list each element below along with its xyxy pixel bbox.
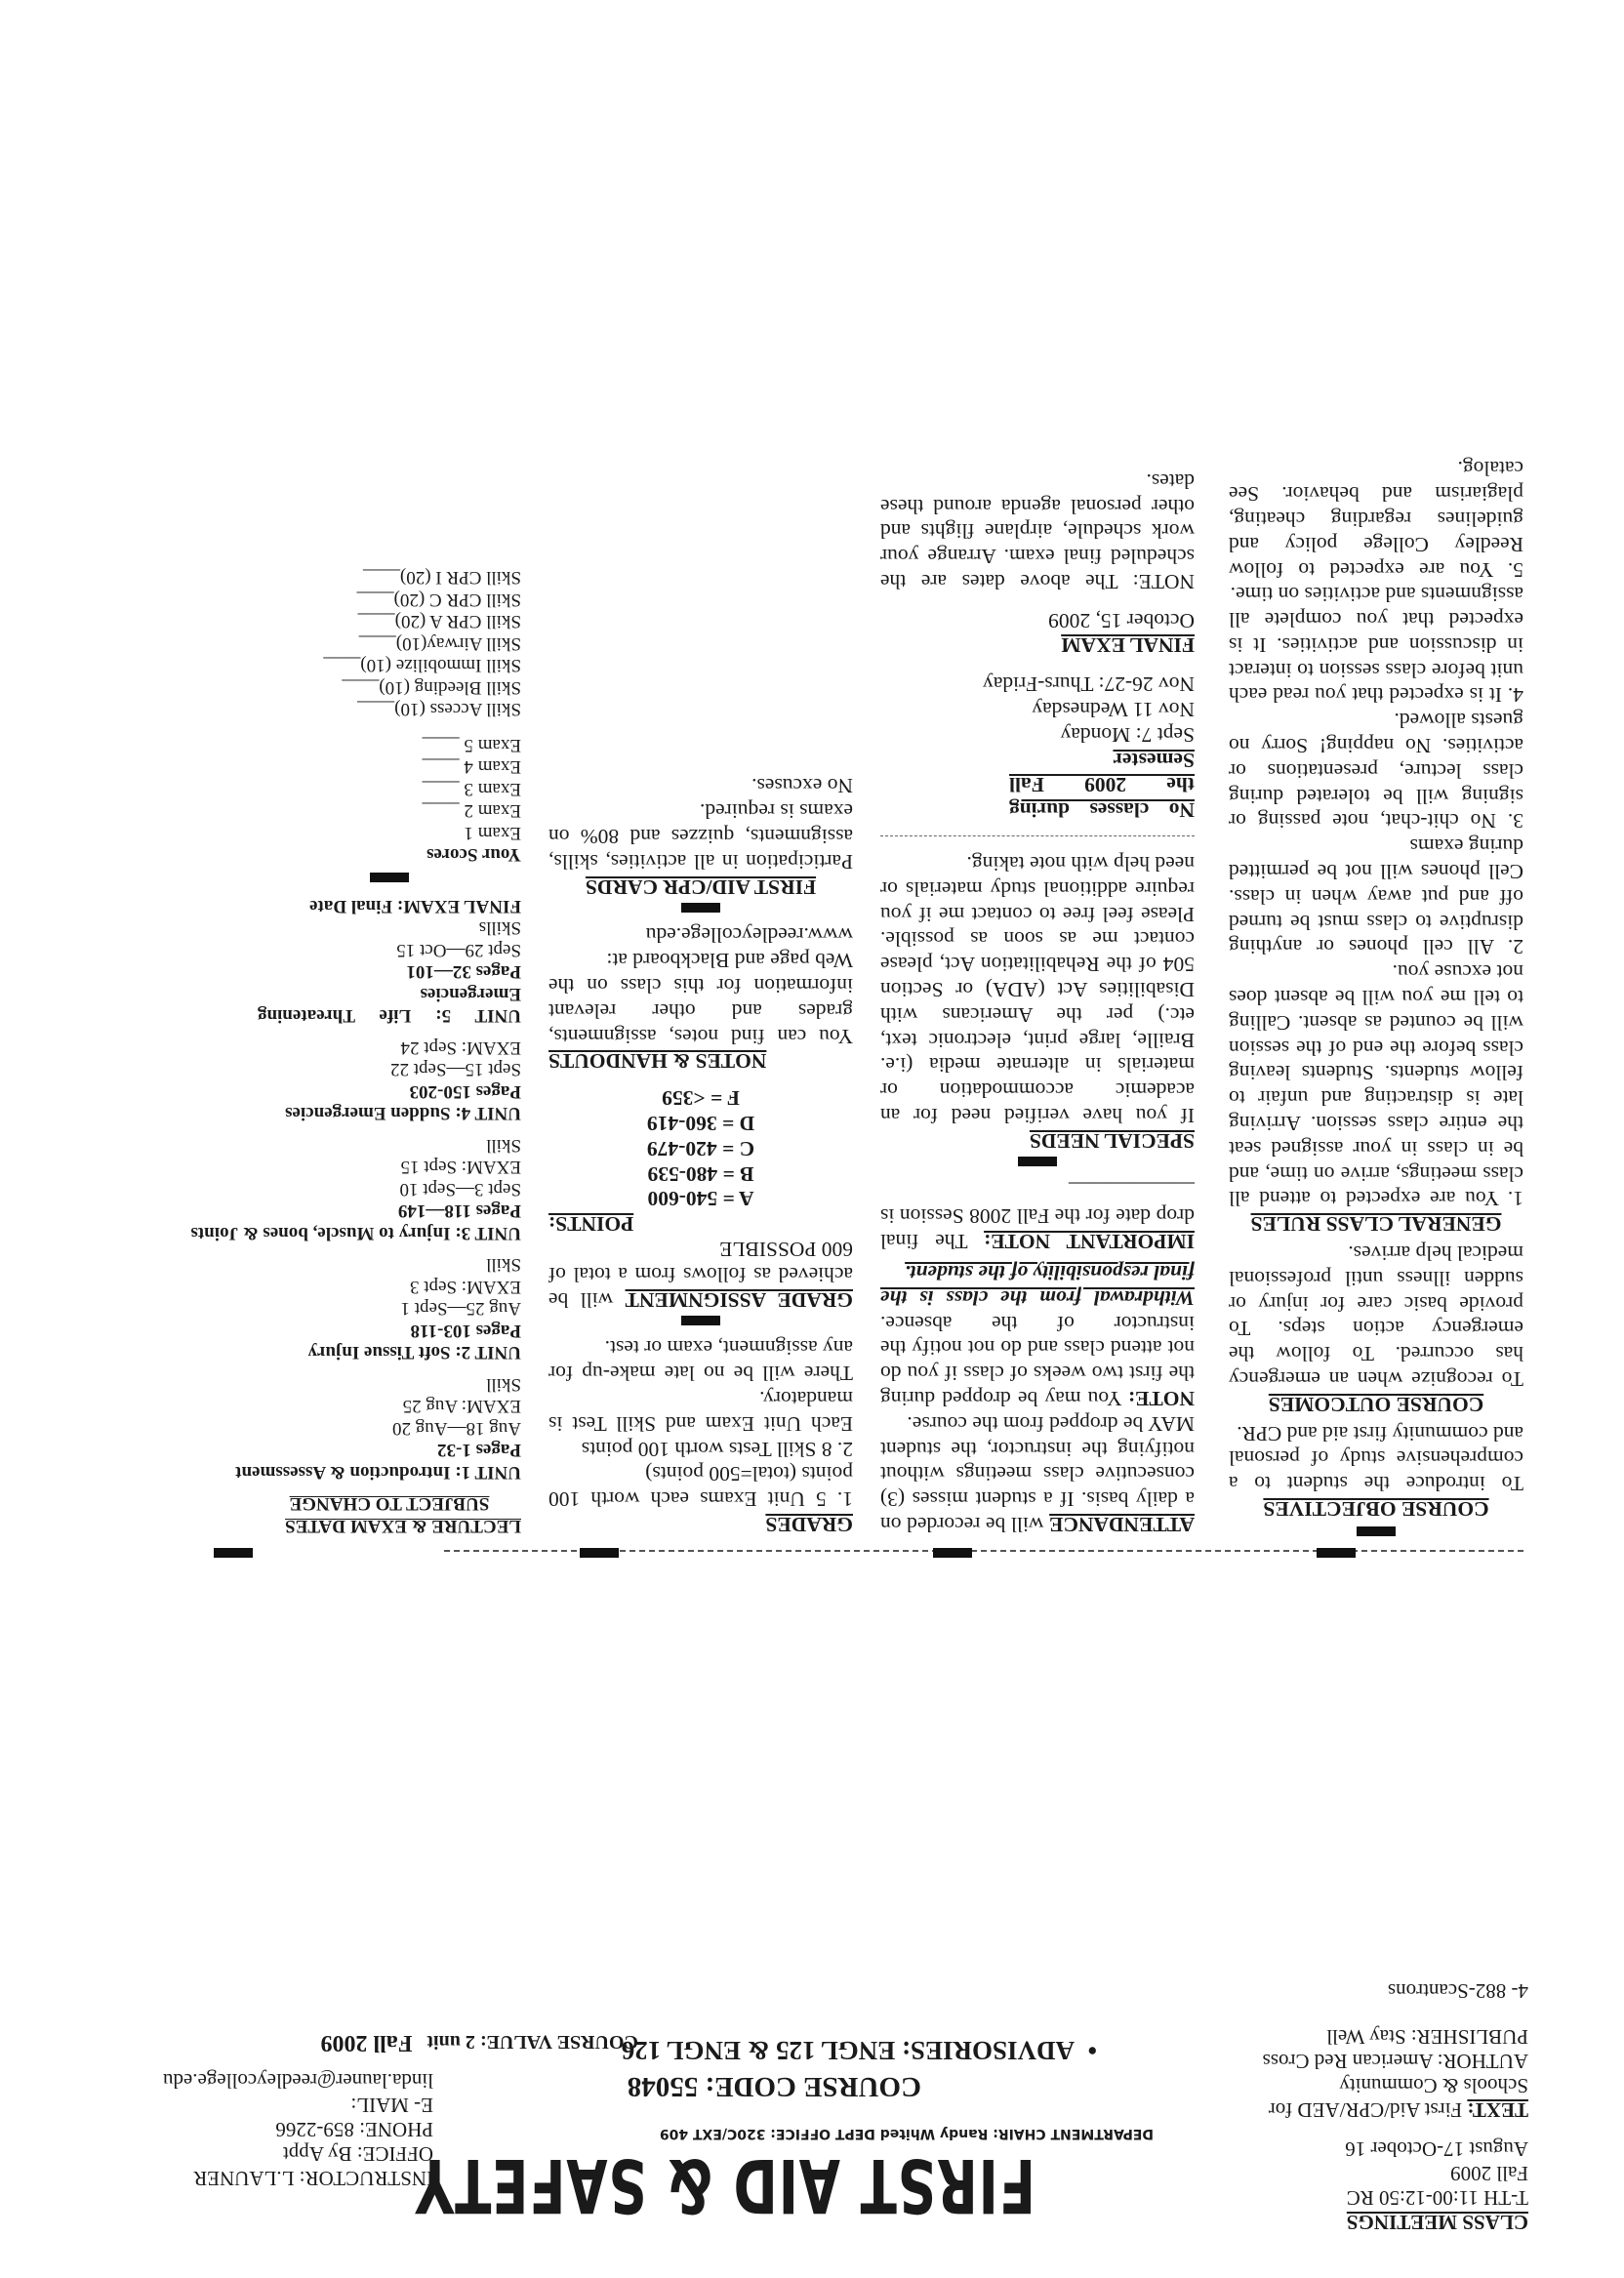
important-label: IMPORTANT NOTE: bbox=[984, 1230, 1195, 1254]
special-heading: SPECIAL NEEDS bbox=[1029, 1128, 1195, 1153]
scores-heading: Your Scores bbox=[426, 844, 521, 866]
unit4-pages: Pages 150-203 bbox=[409, 1081, 521, 1102]
course-value-line bbox=[320, 2029, 638, 2055]
notes-text: You can find notes, assignments, grades and other relevant information for this class on the Web page and Blackboard at: bbox=[548, 949, 853, 1048]
assign-text: will be achieved as follows from a total of 600 POSSIBLE bbox=[548, 1238, 853, 1312]
unit3-skill: Skill bbox=[486, 1135, 521, 1156]
column-objectives-rules bbox=[1229, 456, 1523, 1536]
important-text: The final drop date for the Fall 2008 Session is ____________ bbox=[880, 1179, 1195, 1254]
course-code: COURSE CODE: 55048 bbox=[627, 2071, 921, 2102]
objectives-heading: COURSE OBJECTIVES bbox=[1263, 1497, 1489, 1521]
outcomes-text: To recognize when an emergency has occurred. To follow the emergency action steps. To provide basic care for injury or sudden illness until professional medical help arrives. bbox=[1229, 1241, 1523, 1392]
text-label: TEXT: bbox=[1467, 2098, 1528, 2122]
unit2-pages: Pages 103-118 bbox=[410, 1321, 521, 1341]
notes-heading: NOTES & HANDOUTS bbox=[548, 1049, 767, 1074]
grade-scale-b: B = 480-539 bbox=[647, 1161, 754, 1186]
grade-scale-c: C = 420-479 bbox=[646, 1136, 755, 1160]
special-text: If you have verified need for an academic accommodation or materials in alternate media (i.e. Braille, large print, electronic text, etc.) per the Americans with Disabilities Act (ADA) or Section 504 of the Rehabilitation Act, please contact me as soon as possible. Please feel free to contact me if you require additional study materials or need help with note taking. bbox=[880, 852, 1195, 1128]
divider-mark bbox=[214, 1548, 253, 1558]
unit4-title: UNIT 4: Sudden Emergencies bbox=[285, 1103, 521, 1124]
grade-scale-f: F = <359 bbox=[662, 1086, 740, 1111]
score-skill-cpr-c: Skill CPR C (20)____ bbox=[356, 590, 521, 610]
score-exam-4: Exam 4 ____ bbox=[422, 756, 521, 778]
note-text: You may be dropped during the first two weeks of class if you do not attend class and do not notify the instructor of the absence. bbox=[880, 1311, 1195, 1411]
unit2-dates: Aug 25—Sept 1 bbox=[400, 1298, 521, 1320]
class-meetings-heading: CLASS MEETINGS bbox=[1346, 2211, 1528, 2234]
unit2-skill: Skill bbox=[486, 1254, 521, 1276]
advisories: • ADVISORIES: ENGL 125 & ENGL 126 bbox=[621, 2036, 1097, 2065]
unit1-exam: EXAM: Aug 25 bbox=[402, 1396, 521, 1417]
notes-url[interactable]: www.reedleycollege.edu bbox=[645, 923, 853, 948]
divider-mark bbox=[1317, 1548, 1356, 1558]
attendance-text: will be recorded on a daily basis. If a student misses (3) consecutive class meetings without notifying the instructor, the student MAY be dropped from the course. bbox=[880, 1411, 1195, 1536]
advisories-text: ADVISORIES: ENGL 125 & ENGL 126 bbox=[621, 2036, 1076, 2065]
column-grades bbox=[548, 773, 853, 1536]
grade-scale-d: D = 360-419 bbox=[646, 1112, 755, 1136]
unit5-title: UNIT 5: Life Threatening Emergencies bbox=[258, 984, 521, 1027]
objectives-text: To introduce the student to a comprehensive study of personal and community first aid and CPR. bbox=[1229, 1421, 1523, 1496]
instructor-line: OFFICE: By Appt bbox=[282, 2142, 433, 2166]
rules-heading: GENERAL CLASS RULES bbox=[1250, 1212, 1502, 1237]
final-exam-line: FINAL EXAM: Final Date bbox=[309, 896, 521, 916]
cards-no-excuses: No excuses. bbox=[751, 774, 853, 798]
dept-line: DEPARTMENT CHAIR: Randy Whited DEPT OFFICE: 320C/EXT 409 bbox=[659, 2126, 1154, 2141]
cards-text: Participation in all activities, skills, assignments, quizzes and 80% on exams is required. bbox=[548, 799, 853, 874]
instructor-line: INSTRUCTOR: L.LAUNER bbox=[193, 2167, 433, 2190]
instructor-block bbox=[82, 2068, 433, 2190]
score-skill-airway: Skill Airway(10)____ bbox=[358, 633, 521, 654]
withdrawal-text: Withdrawal from the class is the final responsibility of the student. bbox=[880, 1261, 1195, 1310]
divider-mark bbox=[933, 1548, 972, 1558]
instructor-line: linda.launer@reedleycollege.edu bbox=[162, 2069, 433, 2093]
unit1-title: UNIT 1: Introduction & Assessment bbox=[235, 1462, 521, 1483]
final-date: October 15, 2009 bbox=[1048, 608, 1195, 632]
makeup-text: There will be no late make-up for any assignment, exam or test. bbox=[548, 1336, 853, 1386]
section-divider bbox=[880, 835, 1195, 836]
grades-heading: GRADES bbox=[765, 1513, 853, 1536]
unit3-pages: Pages 118—149 bbox=[397, 1200, 521, 1222]
divider-mark bbox=[580, 1548, 619, 1558]
score-skill-cpr-i: Skill CPR I (20)____ bbox=[362, 567, 521, 589]
unit1-skill: Skill bbox=[486, 1374, 521, 1395]
noclass-line: Sept 7: Monday bbox=[1060, 722, 1195, 747]
unit1-pages: Pages 1-32 bbox=[436, 1440, 521, 1461]
unit4-exam: EXAM: Sept 24 bbox=[400, 1037, 521, 1058]
class-meetings bbox=[1206, 2136, 1528, 2234]
page-title: FIRST AID & SAFETY bbox=[414, 2142, 1035, 2229]
score-skill-immobilize: Skill Immobilize (10)____ bbox=[323, 655, 521, 676]
noclass-line: Nov 26-27: Thurs-Friday bbox=[983, 672, 1195, 697]
score-skill-access: Skill Access (10)____ bbox=[357, 699, 521, 720]
text-line: 4- 882-Scantrons bbox=[1387, 1979, 1528, 2003]
score-skill-bleeding: Skill Bleeding (10)____ bbox=[342, 677, 521, 698]
text-block bbox=[1157, 1978, 1528, 2122]
rule-3: 3. No chit-chat, note passing or signing will be tolerated during class lecture, presentations or activities. No napping! Sorry no guests allowed. bbox=[1229, 709, 1523, 834]
dates-heading-2: SUBJECT TO CHANGE bbox=[289, 1493, 490, 1515]
text-line: Schools & Community bbox=[1339, 2074, 1528, 2097]
section-mark bbox=[1357, 1526, 1396, 1536]
section-mark bbox=[370, 874, 409, 883]
final-heading: FINAL EXAM bbox=[1061, 633, 1195, 658]
class-meetings-line: T-TH 11:00-12:50 RC bbox=[1346, 2186, 1528, 2210]
section-mark bbox=[1018, 1157, 1057, 1166]
unit3-title: UNIT 3: Injury to Muscle, bones & Joints bbox=[190, 1223, 521, 1243]
rule-2: 2. All cell phones or anything disruptive to class must be turned off and put away when in class. Cell phones will not be permitted during exams bbox=[1229, 834, 1523, 959]
rule-4: 4. It is expected that you read each unit before class session to interact in discussion and activities. It is expected that you complete all assignments and activities on time. bbox=[1229, 583, 1523, 708]
rule-5: 5. You are expected to follow Reedley College policy and guidelines regarding cheating, plagiarism and behavior. See catalog. bbox=[1229, 457, 1523, 582]
class-meetings-line: August 17-October 16 bbox=[1345, 2137, 1528, 2161]
score-exam-3: Exam 3 ____ bbox=[422, 779, 521, 799]
instructor-line: PHONE: 859-2266 bbox=[275, 2118, 433, 2141]
term: Fall 2009 bbox=[320, 2030, 413, 2055]
noclass-line: Nov 11 Wednesday bbox=[1032, 698, 1195, 722]
grades-item-1: 1. 5 Unit Exams each worth 100 points (total=500 points) bbox=[548, 1462, 853, 1512]
course-value: COURSE VALUE: 2 unit bbox=[426, 2031, 638, 2053]
grades-mandatory: Each Unit Exam and Skill Test is mandatory. bbox=[548, 1387, 853, 1436]
unit3-exam: EXAM: Sept 15 bbox=[400, 1157, 521, 1178]
text-line: PUBLISHER: Stay Well bbox=[1326, 2025, 1528, 2049]
unit1-dates: Aug 18—Aug 20 bbox=[392, 1418, 521, 1439]
cards-heading: FIRST AID/CPR CARDS bbox=[585, 875, 817, 899]
section-mark bbox=[681, 1316, 720, 1325]
unit5-pages: Pages 32—101 bbox=[406, 961, 521, 983]
unit2-exam: EXAM: Sept 3 bbox=[410, 1277, 521, 1297]
rule-1: 1. You are expected to attend all class meetings, arrive on time, and be in class in your assigned seat the entire class session. Arriving late is distracting and unfair to fellow students. Students leaving class before the end of the session will be counted as absent. Calling to tell me you will be absent does not excuse you. bbox=[1229, 960, 1523, 1211]
grade-scale-a: A = 540-600 bbox=[647, 1187, 754, 1211]
noclass-heading: No classes during the 2009 Fall Semester bbox=[1009, 748, 1195, 823]
points-heading: POINTS: bbox=[548, 1212, 634, 1237]
instructor-line: E- MAIL: bbox=[350, 2094, 433, 2117]
score-exam-2: Exam 2 ____ bbox=[422, 800, 521, 822]
note-label: NOTE: bbox=[1127, 1387, 1195, 1411]
section-mark bbox=[681, 903, 720, 913]
unit2-title: UNIT 2: Soft Tissue Injury bbox=[307, 1342, 521, 1363]
column-attendance bbox=[880, 468, 1195, 1536]
class-meetings-line: Fall 2009 bbox=[1450, 2162, 1528, 2185]
attendance-heading: ATTENDANCE bbox=[1049, 1513, 1195, 1536]
text-line: First Aid/CPR/AED for bbox=[1268, 2098, 1463, 2122]
final-note: NOTE: The above dates are the scheduled final exam. Arrange your work schedule, airplane flights and other personal agenda around these dates. bbox=[880, 468, 1195, 593]
score-exam-1: Exam 1 bbox=[464, 823, 521, 843]
unit5-skills: Skills bbox=[478, 917, 521, 939]
score-exam-5: Exam 5 ____ bbox=[422, 735, 521, 755]
assign-heading: GRADE ASSIGNMENT bbox=[625, 1287, 853, 1312]
dates-heading-1: LECTURE & EXAM DATES bbox=[285, 1516, 521, 1536]
outcomes-heading: COURSE OUTCOMES bbox=[1268, 1392, 1484, 1416]
column-dates bbox=[190, 566, 521, 1536]
unit4-dates: Sept 15—Sept 22 bbox=[389, 1059, 521, 1080]
grades-item-2: 2. 8 Skill Tests worth 100 points bbox=[581, 1437, 853, 1461]
unit5-dates: Sept 29—Oct 15 bbox=[396, 940, 521, 960]
unit3-dates: Sept 3—Sept 10 bbox=[399, 1179, 521, 1200]
text-line: AUTHOR: American Red Cross bbox=[1262, 2050, 1528, 2073]
score-skill-cpr-a: Skill CPR A (20)____ bbox=[357, 611, 521, 632]
